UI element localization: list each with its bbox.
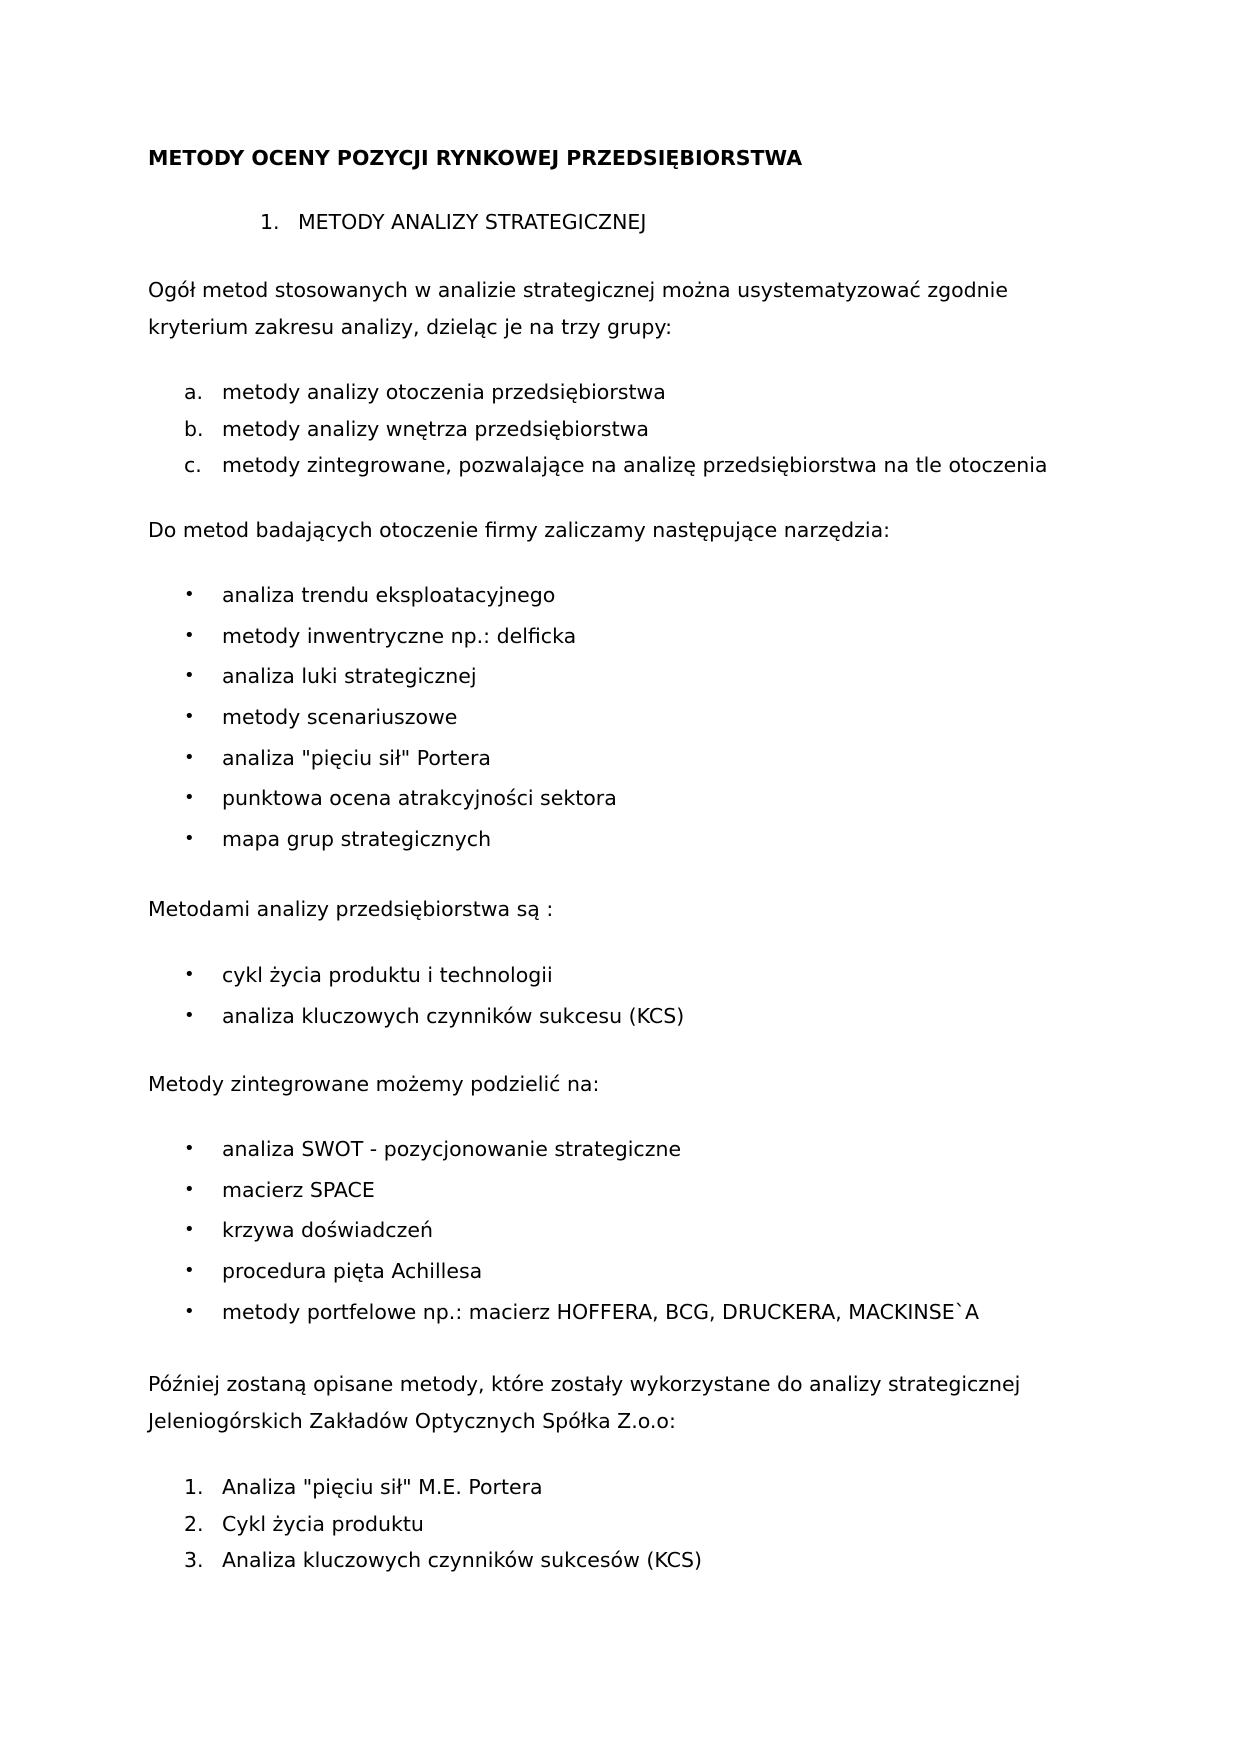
list-item-text: Analiza kluczowych czynników sukcesów (KCS) bbox=[222, 1548, 703, 1572]
list-marker: 2. bbox=[184, 1511, 204, 1536]
intro-paragraph: Ogół metod stosowanych w analizie strategicznej można usystematyzować zgodnie kryterium zakresu analizy, dzieląc je na trzy grupy: bbox=[148, 278, 1008, 339]
list-item bbox=[148, 1469, 702, 1506]
list-item bbox=[148, 1210, 979, 1251]
company-methods-list bbox=[148, 955, 684, 1036]
list-item bbox=[148, 819, 617, 860]
list-marker: a. bbox=[184, 380, 204, 404]
bullet-icon: • bbox=[184, 1178, 195, 1200]
list-item bbox=[148, 1292, 979, 1333]
later-paragraph: Później zostaną opisane metody, które zostały wykorzystane do analizy strategicznej Jeleniogórskich Zakładów Optycznych Spółka Z.o.o: bbox=[148, 1372, 1021, 1433]
integrated-intro: Metody zintegrowane możemy podzielić na: bbox=[148, 1072, 600, 1096]
list-item-text: analiza SWOT - pozycjonowanie strategiczne bbox=[222, 1137, 682, 1161]
bullet-icon: • bbox=[184, 787, 195, 809]
list-item-text: metody analizy wnętrza przedsiębiorstwa bbox=[222, 416, 649, 441]
bullet-icon: • bbox=[184, 828, 195, 850]
list-item bbox=[148, 1251, 979, 1292]
list-item bbox=[148, 616, 617, 657]
list-item bbox=[148, 697, 617, 738]
environment-tools-list bbox=[148, 575, 617, 860]
list-item bbox=[148, 1506, 702, 1543]
document-title: METODY OCENY POZYCJI RYNKOWEJ PRZEDSIĘBIORSTWA bbox=[148, 146, 803, 170]
environment-intro: Do metod badających otoczenie firmy zaliczamy następujące narzędzia: bbox=[148, 518, 891, 542]
list-item bbox=[148, 1542, 702, 1579]
list-item-text: metody scenariuszowe bbox=[222, 705, 458, 730]
list-item bbox=[148, 374, 1047, 411]
bullet-icon: • bbox=[184, 746, 195, 768]
bullet-icon: • bbox=[184, 1300, 195, 1322]
section-heading bbox=[260, 210, 646, 234]
list-item-text: metody inwentryczne np.: delficka bbox=[222, 623, 577, 648]
list-item-text: metody zintegrowane, pozwalające na analizę przedsiębiorstwa na tle otoczenia bbox=[222, 453, 1048, 477]
bullet-icon: • bbox=[184, 624, 195, 646]
bullet-icon: • bbox=[184, 665, 195, 687]
list-item bbox=[148, 1170, 979, 1211]
list-item-text: Cykl życia produktu bbox=[222, 1511, 424, 1536]
section-label: METODY ANALIZY STRATEGICZNEJ bbox=[298, 210, 647, 234]
list-item-text: analiza "pięciu sił" Portera bbox=[222, 745, 491, 770]
list-item-text: procedura pięta Achillesa bbox=[222, 1259, 483, 1284]
list-item-text: analiza trendu eksploatacyjnego bbox=[222, 583, 556, 607]
list-item bbox=[148, 411, 1047, 448]
section-number: 1. bbox=[260, 210, 280, 234]
list-marker: 3. bbox=[184, 1548, 204, 1572]
list-marker: 1. bbox=[184, 1475, 204, 1499]
described-methods-list bbox=[148, 1469, 702, 1579]
list-item-text: macierz SPACE bbox=[222, 1177, 375, 1202]
list-item-text: metody analizy otoczenia przedsiębiorstwa bbox=[222, 380, 666, 404]
analysis-groups-list bbox=[148, 374, 1047, 484]
list-item-text: metody portfelowe np.: macierz HOFFERA, BCG, DRUCKERA, MACKINSE`A bbox=[222, 1299, 979, 1324]
list-item bbox=[148, 1129, 979, 1170]
company-intro: Metodami analizy przedsiębiorstwa są : bbox=[148, 897, 554, 921]
list-item-text: Analiza "pięciu sił" M.E. Portera bbox=[222, 1475, 543, 1499]
bullet-icon: • bbox=[184, 1138, 195, 1159]
list-item bbox=[148, 738, 617, 779]
list-item-text: analiza luki strategicznej bbox=[222, 664, 477, 689]
list-item bbox=[148, 778, 617, 819]
list-item-text: cykl życia produktu i technologii bbox=[222, 963, 553, 987]
list-item bbox=[148, 955, 684, 996]
bullet-icon: • bbox=[184, 1004, 195, 1026]
bullet-icon: • bbox=[184, 1260, 195, 1282]
list-item bbox=[148, 996, 684, 1037]
list-item bbox=[148, 575, 617, 616]
bullet-icon: • bbox=[184, 706, 195, 728]
list-item bbox=[148, 447, 1047, 484]
bullet-icon: • bbox=[184, 1219, 195, 1241]
bullet-icon: • bbox=[184, 964, 195, 985]
bullet-icon: • bbox=[184, 584, 195, 605]
list-item-text: mapa grup strategicznych bbox=[222, 827, 492, 852]
list-item-text: punktowa ocena atrakcyjności sektora bbox=[222, 786, 617, 811]
list-marker: c. bbox=[184, 453, 202, 477]
list-item bbox=[148, 656, 617, 697]
list-item-text: analiza kluczowych czynników sukcesu (KCS) bbox=[222, 1003, 685, 1028]
integrated-methods-list bbox=[148, 1129, 979, 1332]
list-item-text: krzywa doświadczeń bbox=[222, 1218, 433, 1243]
list-marker: b. bbox=[184, 416, 204, 441]
